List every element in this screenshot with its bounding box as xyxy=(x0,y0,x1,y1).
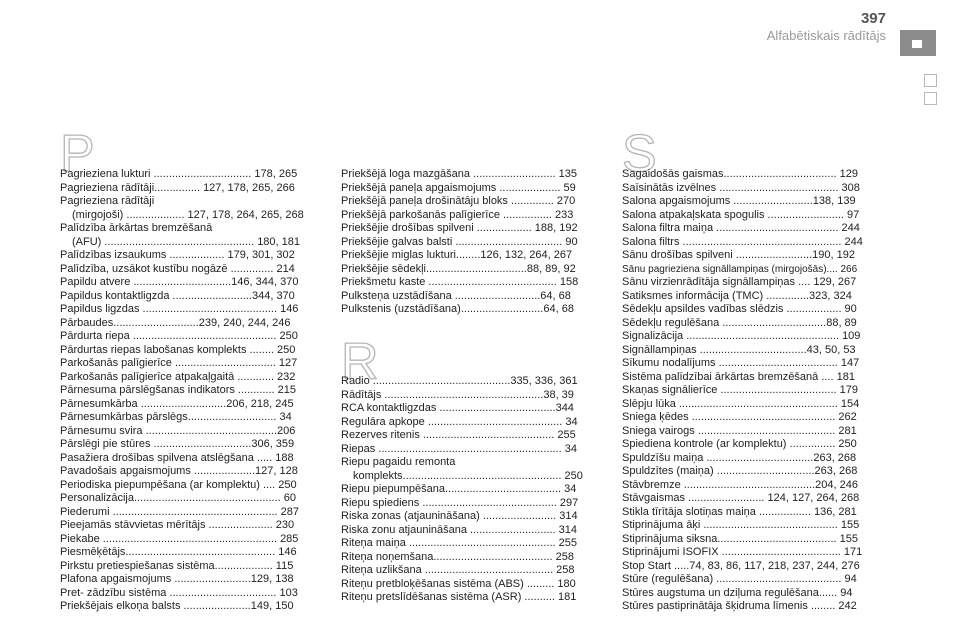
index-entry-text: Palīdzība, uzsākot kustību nogāzē .............. 214 xyxy=(60,262,295,275)
index-column-2 xyxy=(341,168,601,317)
index-entry xyxy=(60,330,320,344)
index-entry-text: Pagrieziena rādītāji xyxy=(60,195,155,207)
index-entry-text: Salona apgaismojums ..........................138, 139 xyxy=(622,195,856,207)
section-tab-empty-box-2 xyxy=(924,92,937,105)
index-entry-text: Pārnesumu svira ...........................................206 xyxy=(60,424,296,437)
index-entry xyxy=(341,276,601,290)
index-entry-text: Pasažiera drošības spilvena atslēgšana ..... 188 xyxy=(60,451,294,464)
index-entry-text: Sēdekļu regulēšana ..................................88, 89 xyxy=(622,316,857,329)
index-entry xyxy=(341,168,601,182)
index-entry-text: Stāvbremze ...........................................204, 246 xyxy=(622,478,858,491)
index-entry xyxy=(622,209,882,223)
index-entry-text: Priekšējā paneļa apgaismojums .................... 59 xyxy=(341,181,576,194)
index-entry-text: Slēpju lūka .................................................... 154 xyxy=(622,397,860,410)
index-entry xyxy=(60,236,320,250)
index-entry-text: Pret- zādzību sistēma ................................... 103 xyxy=(60,586,298,599)
index-entry-text: Sānu pagrieziena signāllampiņas (mirgojošās).... 266 xyxy=(622,263,858,275)
index-entry-text: Plafona apgaismojums .........................129, 138 xyxy=(60,573,294,585)
index-entry xyxy=(60,560,320,574)
index-entry xyxy=(60,222,320,236)
index-entry-text: Sēdekļu apsildes vadības slēdzis .................. 90 xyxy=(622,303,857,315)
index-entry-text: Stop Start .....74, 83, 86, 117, 218, 237, 244, 276 xyxy=(622,559,860,572)
index-entry-text: Spuldzīšu maiņa ...................................263, 268 xyxy=(622,451,857,464)
index-entry xyxy=(622,411,882,425)
index-entry-text: Priekšējie galvas balsti ................................... 90 xyxy=(341,235,578,248)
index-entry xyxy=(622,573,882,587)
section-title: Alfabētiskais rādītājs xyxy=(766,28,886,43)
index-entry xyxy=(60,492,320,506)
index-entry xyxy=(622,276,882,290)
page-number: 397 xyxy=(860,10,886,27)
index-entry xyxy=(60,425,320,439)
index-entry-text: Piederumi ...................................................... 287 xyxy=(60,505,300,518)
index-entry-text: komplekts.................................................... 250 xyxy=(353,469,583,482)
index-entry-text: Pārnesumkārbas pārslēgs............................. 34 xyxy=(60,411,292,423)
index-entry xyxy=(60,398,320,412)
index-entry xyxy=(341,290,601,304)
index-entry xyxy=(622,357,882,371)
index-entry xyxy=(60,479,320,493)
index-entry xyxy=(341,456,601,470)
index-entry xyxy=(60,276,320,290)
index-entry xyxy=(341,195,601,209)
index-entry-text: Riteņa noņemšana....................................... 258 xyxy=(341,550,574,563)
index-entry-text: Palīdzība ārkārtas bremzēšanā xyxy=(60,222,213,234)
index-entry-text: Riepas ............................................................ 34 xyxy=(341,442,577,455)
index-entry-text: Riska zonas (atjaunināšana) ........................ 314 xyxy=(341,510,578,522)
index-entry xyxy=(60,182,320,196)
index-entry xyxy=(341,497,601,511)
index-entry xyxy=(60,357,320,371)
index-entry xyxy=(341,470,601,484)
index-entry xyxy=(60,506,320,520)
index-entry xyxy=(341,564,601,578)
index-entry xyxy=(622,533,882,547)
index-entry-text: Signalizācija .................................................. 109 xyxy=(622,330,861,342)
index-entry-text: Sānu virzienrādītāja signāllampiņas .... 129, 267 xyxy=(622,276,857,288)
index-entry-text: Pārslēgi pie stūres ................................306, 359 xyxy=(60,438,295,450)
index-entry xyxy=(60,317,320,331)
index-entry-text: Pavadošais apgaismojums ....................127, 128 xyxy=(60,465,298,477)
index-entry xyxy=(60,452,320,466)
index-entry xyxy=(622,168,882,182)
index-entry xyxy=(622,452,882,466)
index-entry xyxy=(341,578,601,592)
index-entry-text: Piesmēķētājs................................................. 146 xyxy=(60,546,297,558)
index-entry xyxy=(60,600,320,614)
index-entry xyxy=(341,537,601,551)
index-entry xyxy=(622,317,882,331)
index-entry xyxy=(622,560,882,574)
index-entry xyxy=(622,263,882,277)
index-entry xyxy=(60,546,320,560)
index-entry-text: (mirgojoši) ................... 127, 178, 264, 265, 268 xyxy=(72,208,304,221)
index-entry-text: Saīsinātās izvēlnes ....................................... 308 xyxy=(622,181,860,194)
index-entry-text: Signāllampiņas ...................................43, 50, 53 xyxy=(622,343,856,356)
index-column-1 xyxy=(60,168,320,614)
index-entry-text: Stikla tīrītāja slotiņas maiņa ................. 136, 281 xyxy=(622,505,857,518)
index-entry xyxy=(622,222,882,236)
index-entry xyxy=(60,303,320,317)
index-entry xyxy=(622,506,882,520)
section-tab-square-icon xyxy=(912,40,922,48)
index-entry xyxy=(341,222,601,236)
index-entry xyxy=(341,209,601,223)
index-entry-text: Palīdzības izsaukums .................. 179, 301, 302 xyxy=(60,249,295,261)
index-entry-text: Papildus kontaktligzda ..........................344, 370 xyxy=(60,289,295,302)
index-entry xyxy=(341,443,601,457)
index-entry xyxy=(622,546,882,560)
index-entry xyxy=(341,429,601,443)
index-entry xyxy=(60,533,320,547)
index-entry xyxy=(622,398,882,412)
index-entry xyxy=(60,411,320,425)
index-entry xyxy=(622,465,882,479)
index-entry-text: Riteņa maiņa ................................................ 255 xyxy=(341,537,577,549)
index-entry-text: Pārnesuma pārslēgšanas indikators ............ 215 xyxy=(60,384,297,396)
index-entry xyxy=(60,519,320,533)
index-letter-p: P xyxy=(60,125,95,183)
index-entry-text: Priekšējie miglas lukturi........126, 132, 264, 267 xyxy=(341,249,573,261)
index-entry-text: Salona filtrs .................................................... 244 xyxy=(622,235,863,248)
index-entry-text: Riteņa uzlikšana .......................................... 258 xyxy=(341,564,575,576)
index-entry-text: RCA kontaktligzdas ......................................344 xyxy=(341,402,574,414)
index-entry xyxy=(341,263,601,277)
index-entry-text: Riepu pagaidu remonta xyxy=(341,456,456,468)
index-entry-text: Papildu atvere ................................146, 344, 370 xyxy=(60,276,299,288)
index-entry-text: Pārdurta riepa ............................................... 250 xyxy=(60,330,298,342)
index-entry-text: Rezerves ritenis ........................................... 255 xyxy=(341,429,576,441)
index-entry-text: Rādītājs ....................................................38, 39 xyxy=(341,388,574,401)
index-entry-text: Riska zonu atjaunināšana ............................ 314 xyxy=(341,523,578,536)
index-entry xyxy=(60,249,320,263)
index-entry-text: Priekšmetu kaste .......................................... 158 xyxy=(341,276,579,288)
index-entry xyxy=(622,290,882,304)
index-entry-text: Salona atpakaļskata spogulis ......................... 97 xyxy=(622,208,860,221)
index-entry-text: Sagaidošās gaismas..................................... 129 xyxy=(622,168,858,180)
index-entry-text: Radio .............................................335, 336, 361 xyxy=(341,375,578,387)
index-entry-text: Skaņas signālierīce ...................................... 179 xyxy=(622,384,858,396)
index-entry-text: (AFU) ................................................. 180, 181 xyxy=(72,235,301,248)
index-entry xyxy=(341,416,601,430)
index-entry xyxy=(60,344,320,358)
index-entry-text: Sniega vairogs ............................................. 281 xyxy=(622,424,857,437)
index-entry xyxy=(60,438,320,452)
index-entry-text: Priekšējais elkoņa balsts ......................149, 150 xyxy=(60,600,294,612)
index-entry xyxy=(341,182,601,196)
index-entry-text: Satiksmes informācija (TMC) ..............323, 324 xyxy=(622,289,852,302)
index-entry-text: Parkošanās palīgierīce ................................. 127 xyxy=(60,357,298,369)
index-entry xyxy=(341,303,601,317)
index-entry-text: Pārnesumkārba ............................206, 218, 245 xyxy=(60,397,294,410)
index-entry xyxy=(341,402,601,416)
index-entry xyxy=(622,249,882,263)
index-entry-text: Sānu drošības spilveni .........................190, 192 xyxy=(622,249,855,261)
index-entry xyxy=(622,330,882,344)
index-entry-text: Periodiska piepumpēšana (ar komplektu) .... 250 xyxy=(60,478,297,491)
index-entry-text: Pulkstenis (uzstādīšana)...........................64, 68 xyxy=(341,303,574,315)
index-entry-text: Stūre (regulēšana) ......................................... 94 xyxy=(622,573,857,585)
index-entry xyxy=(341,591,601,605)
index-entry-text: Pirkstu pretiespiešanas sistēma................... 115 xyxy=(60,559,294,572)
index-entry xyxy=(341,389,601,403)
index-entry xyxy=(622,600,882,614)
index-entry-text: Riepu piepumpēšana...................................... 34 xyxy=(341,483,577,495)
index-entry-text: Priekšējā parkošanās palīgierīce ................ 233 xyxy=(341,208,574,221)
index-entry-text: Pagrieziena rādītāji............... 127, 178, 265, 266 xyxy=(60,181,295,194)
index-entry xyxy=(622,182,882,196)
index-entry xyxy=(341,524,601,538)
index-entry xyxy=(341,483,601,497)
index-entry-text: Piekabe ......................................................... 285 xyxy=(60,532,299,545)
index-entry xyxy=(622,371,882,385)
index-letter-r: R xyxy=(341,333,379,391)
index-entry xyxy=(622,438,882,452)
index-entry xyxy=(60,209,320,223)
index-entry xyxy=(341,375,601,389)
index-entry-text: Priekšējie drošības spilveni .................. 188, 192 xyxy=(341,222,578,234)
index-letter-s: S xyxy=(622,125,657,183)
index-entry xyxy=(60,573,320,587)
index-entry xyxy=(60,168,320,182)
index-entry xyxy=(341,236,601,250)
index-entry xyxy=(622,479,882,493)
index-entry-text: Pagrieziena lukturi ................................ 178, 265 xyxy=(60,168,298,180)
index-entry-text: Priekšējā paneļa drošinātāju bloks .............. 270 xyxy=(341,195,576,207)
index-entry-text: Stiprinājumi ISOFIX ....................................... 171 xyxy=(622,546,863,558)
index-entry-text: Priekšējie sēdekļi.................................88, 89, 92 xyxy=(341,262,576,275)
index-entry-text: Spuldzītes (maiņa) ................................263, 268 xyxy=(622,465,858,477)
index-entry-text: Riepu spiediens ............................................ 297 xyxy=(341,496,579,509)
index-entry xyxy=(341,510,601,524)
index-entry-text: Personalizācija................................................ 60 xyxy=(60,492,296,504)
index-entry xyxy=(622,195,882,209)
index-entry-text: Stiprinājuma āķi ............................................ 155 xyxy=(622,519,860,531)
index-entry xyxy=(622,303,882,317)
index-entry xyxy=(622,519,882,533)
index-column-2-r xyxy=(341,375,601,605)
index-entry-text: Sniega ķēdes ............................................... 262 xyxy=(622,411,857,423)
index-entry-text: Regulāra apkope ............................................ 34 xyxy=(341,415,578,428)
index-entry xyxy=(622,587,882,601)
section-tab-empty-box-1 xyxy=(924,74,937,87)
index-entry-text: Stiprinājuma siksna....................................... 155 xyxy=(622,532,858,545)
index-entry xyxy=(622,384,882,398)
index-entry xyxy=(341,551,601,565)
index-entry-text: Pārbaudes............................239, 240, 244, 246 xyxy=(60,316,291,329)
index-entry-text: Priekšējā loga mazgāšana ........................... 135 xyxy=(341,168,578,180)
index-entry xyxy=(60,263,320,277)
index-entry-text: Papildus ligzdas ............................................ 146 xyxy=(60,303,299,315)
index-entry-text: Sīkumu nodalījums ....................................... 147 xyxy=(622,357,860,369)
index-entry xyxy=(60,384,320,398)
index-entry xyxy=(622,425,882,439)
index-entry-text: Pulksteņa uzstādīšana ............................64, 68 xyxy=(341,289,571,302)
index-entry xyxy=(60,371,320,385)
index-entry-text: Stūres augstuma un dziļuma regulēšana...... 94 xyxy=(622,586,853,599)
index-entry-text: Stāvgaismas ......................... 124, 127, 264, 268 xyxy=(622,492,860,504)
index-entry-text: Sistēma palīdzībai ārkārtas bremzēšanā .... 181 xyxy=(622,370,855,383)
index-entry-text: Riteņu pretslīdēšanas sistēma (ASR) .......... 181 xyxy=(341,591,577,603)
index-entry xyxy=(60,465,320,479)
index-entry-text: Spiediena kontrole (ar komplektu) ............... 250 xyxy=(622,438,857,450)
index-entry xyxy=(622,492,882,506)
index-entry-text: Pieejamās stāvvietas mērītājs ..................... 230 xyxy=(60,519,295,531)
index-entry-text: Riteņu pretbloķēšanas sistēma (ABS) ......... 180 xyxy=(341,577,576,590)
index-entry xyxy=(622,344,882,358)
index-entry xyxy=(60,587,320,601)
index-entry xyxy=(60,290,320,304)
index-entry-text: Pārdurtas riepas labošanas komplekts ........ 250 xyxy=(60,343,296,356)
index-entry-text: Parkošanās palīgierīce atpakaļgaitā ............ 232 xyxy=(60,370,296,383)
index-entry-text: Stūres pastiprinātāja šķidruma līmenis ........ 242 xyxy=(622,600,857,612)
index-entry xyxy=(622,236,882,250)
index-column-3 xyxy=(622,168,882,614)
index-entry xyxy=(341,249,601,263)
index-entry xyxy=(60,195,320,209)
index-entry-text: Salona filtra maiņa ........................................ 244 xyxy=(622,222,860,234)
